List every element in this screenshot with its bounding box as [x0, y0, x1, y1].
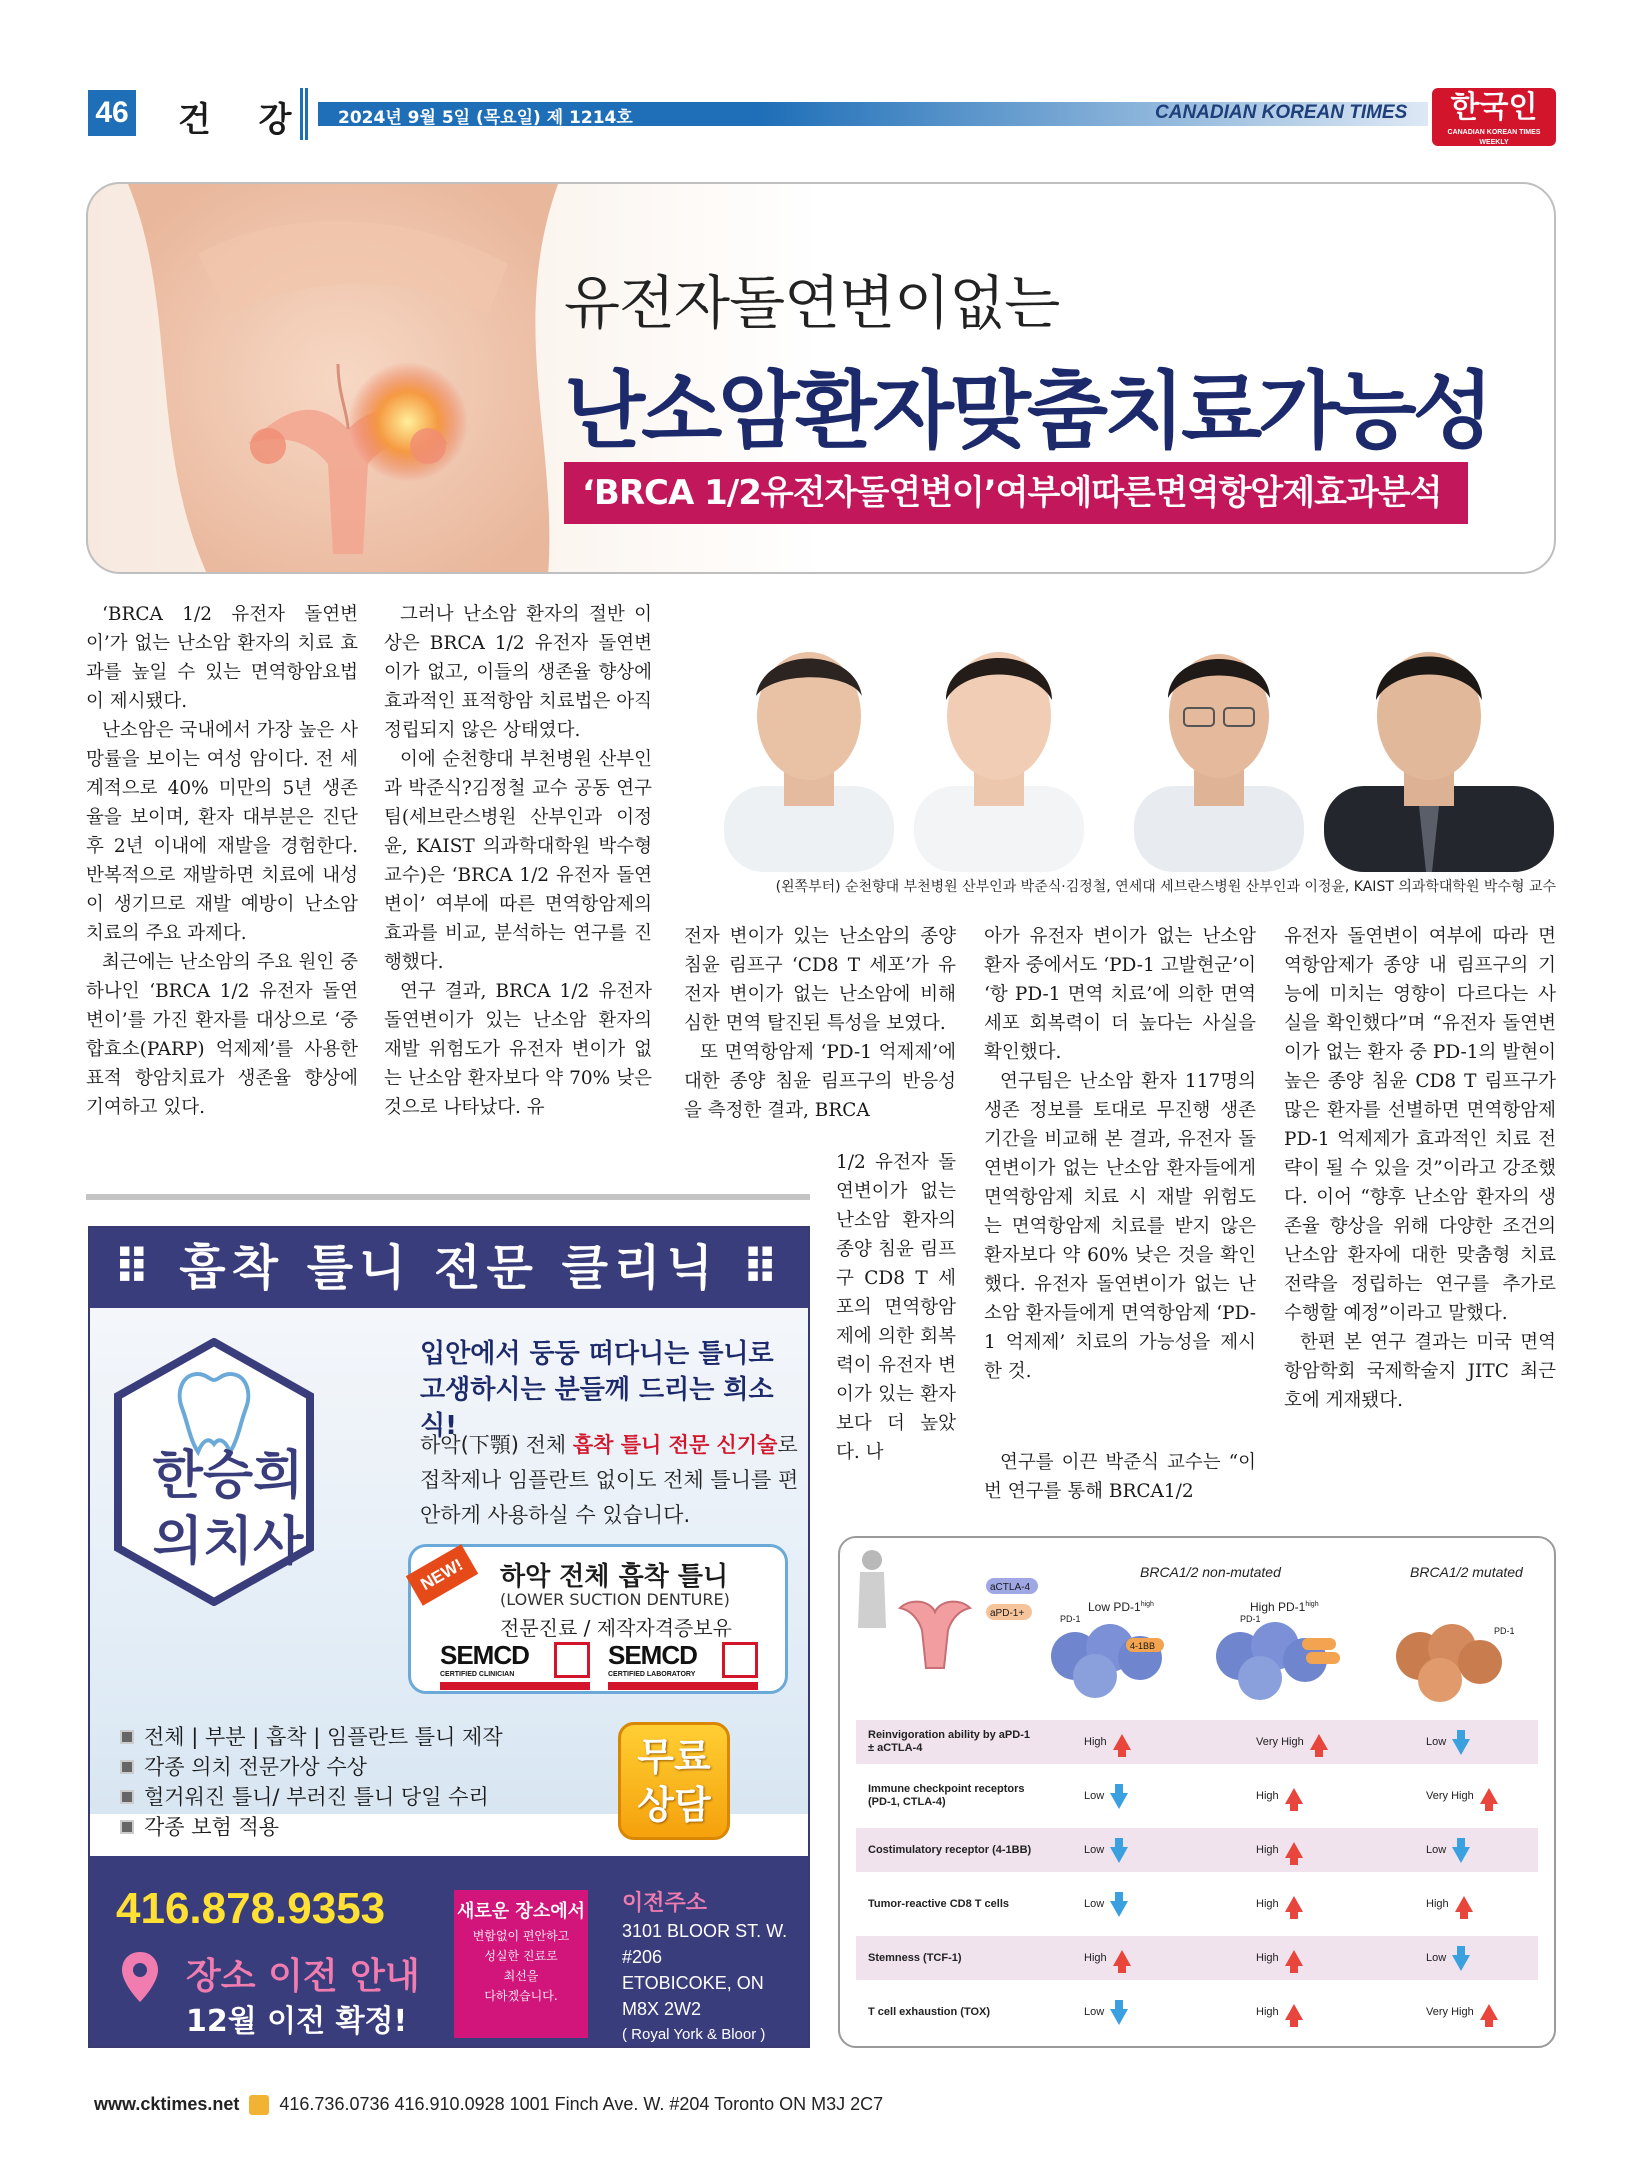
body-icon	[858, 1550, 886, 1628]
row-value	[1426, 1945, 1470, 1971]
bullet-icon	[120, 1820, 134, 1834]
row-label: Stemness (TCF-1)	[868, 1951, 962, 1964]
page-number: 46	[88, 90, 136, 136]
bullet-icon	[120, 1760, 134, 1774]
service-list	[120, 1722, 503, 1842]
arrow-up-icon	[1285, 1950, 1303, 1966]
label-pd1: PD-1	[1494, 1626, 1515, 1636]
value-text: Low	[1084, 1790, 1105, 1802]
arrow-down-icon	[1452, 1955, 1470, 1971]
research-figure	[838, 1536, 1556, 2048]
paper-name-en: CANADIAN KOREAN TIMES	[1155, 102, 1408, 123]
arrow-down-icon	[1452, 1739, 1470, 1755]
row-value	[1084, 1734, 1131, 1750]
cell-cluster-low	[1051, 1624, 1162, 1698]
paragraph: 연구팀은 난소암 환자 117명의 생존 정보를 토대로 무진행 생존 기간을 비교해 본 결과, 유전자 돌연변이가 없는 난소암 환자들에게 면역항암제 치료 시 재발 위험도는 면역항암제 치료를 받지 않은 환자보다 약 60% 낮은 것을 확인했다. 유전자 돌연변이가 없는 난소암 환자들에게 면역항암제 ‘PD-1 억제제’ 치료의 가능성을 제시한 것.	[984, 1071, 1256, 1382]
new-location-box: 새로운 장소에서 변함없이 편안하고 성실한 진료로 최선을 다하겠습니다.	[454, 1890, 588, 2038]
seal-icon	[554, 1642, 590, 1678]
move-notice: 장소 이전 안내	[186, 1956, 420, 1997]
figure-row	[856, 1828, 1538, 1872]
seal-icon	[722, 1642, 758, 1678]
arrow-down-icon	[1110, 1847, 1128, 1863]
paragraph: 난소암은 국내에서 가장 높은 사망률을 보이는 여성 암이다. 전 세계적으로 40% 미만의 5년 생존율을 보이며, 환자 대부분은 진단 후 2년 이내에 재발을 경험한다. 반복적으로 재발하면 치료에 내성이 생기므로 재발 예방이 난소암 치료의 주요 과제다.	[86, 720, 358, 944]
article-column-3	[684, 922, 956, 1125]
badge-bar	[440, 1682, 590, 1690]
headline-subtitle: 유전자돌연변이없는	[564, 269, 1060, 337]
value-text: High	[1256, 1952, 1279, 1964]
value-text: High	[1256, 1790, 1279, 1802]
arrow-up-icon	[1285, 2004, 1303, 2020]
paragraph: 아가 유전자 변이가 없는 난소암 환자 중에서도 ‘PD-1 고발현군’이 ‘항 PD-1 면역 치료’에 의한 면역세포 회복력이 더 높다는 사실을 확인했다.	[984, 926, 1256, 1063]
move-date: 12월 이전 확정!	[186, 2004, 408, 2039]
arrow-up-icon	[1480, 2004, 1498, 2020]
paragraph: 이에 순천향대 부천병원 산부인과 박준식?김정철 교수 공동 연구팀(세브란스병원 산부인과 이정윤, KAIST 의과학대학원 박수형 교수)은 ‘BRCA 1/2 유전자 돌연변이’ 여부에 따른 면역항암제의 효과를 비교, 분석하는 연구를 진행했다.	[384, 749, 652, 973]
article-column-1	[86, 600, 358, 1122]
column-high-pd1: High $PD-1^{high}$	[1250, 1600, 1319, 1614]
value-text: Low	[1084, 1898, 1105, 1910]
column-low-pd1: Low $PD-1^{high}$	[1088, 1600, 1154, 1614]
value-text: High	[1426, 1898, 1449, 1910]
arrow-up-icon	[1285, 1788, 1303, 1804]
ad-headline-1: 입안에서 둥둥 떠다니는 틀니로	[420, 1339, 774, 1369]
row-value	[1426, 1788, 1498, 1804]
article-column-5	[1284, 922, 1556, 1415]
headline-title: 난소암환자맞춤치료가능성	[564, 362, 1490, 460]
row-value	[1084, 1783, 1128, 1809]
header-divider	[300, 88, 308, 140]
paragraph: 또 면역항암제 ‘PD-1 억제제’에 대한 종양 침윤 림프구의 반응성을 측정한 결과, BRCA	[684, 1042, 956, 1121]
value-text: Very High	[1256, 1736, 1304, 1748]
ad-lead-red: 흡착 틀니 전문 신기술	[572, 1433, 778, 1457]
semcd-laboratory-badge	[608, 1640, 758, 1690]
column-mutated: BRCA1/2 mutated	[1410, 1564, 1523, 1580]
arrow-up-icon	[1455, 1896, 1473, 1912]
list-item: 각종 의치 전문가상 수상	[120, 1752, 503, 1782]
value-text: High	[1256, 1898, 1279, 1910]
arrow-up-icon	[1480, 1788, 1498, 1804]
row-label: Reinvigoration ability by aPD-1 ± aCTLA-4	[868, 1729, 1030, 1754]
ad-contact-panel	[90, 1856, 808, 2046]
badge-bar	[608, 1682, 758, 1690]
figure-row	[856, 1774, 1538, 1818]
new-badge: NEW!	[406, 1544, 478, 1605]
bullet-icon	[120, 1790, 134, 1804]
semcd-text: SEMCD	[440, 1640, 529, 1670]
clinic-name: 한승희 의치사	[152, 1446, 304, 1572]
list-item: 전체 | 부분 | 흡착 | 임플란트 틀니 제작	[120, 1722, 503, 1752]
value-text: Low	[1426, 1736, 1447, 1748]
footer-url[interactable]: www.cktimes.net	[94, 2094, 240, 2114]
article-column-2	[384, 600, 652, 1122]
arrow-down-icon	[1110, 2009, 1128, 2025]
value-text: Low	[1426, 1844, 1447, 1856]
value-text: High	[1084, 1736, 1107, 1748]
row-value	[1426, 2004, 1498, 2020]
arrow-up-icon	[1285, 1896, 1303, 1912]
paragraph: ‘BRCA 1/2 유전자 돌연변이’가 없는 난소암 환자의 치료 효과를 높일 수 있는 면역항암요법이 제시됐다.	[86, 604, 358, 712]
row-label: Costimulatory receptor (4-1BB)	[868, 1843, 1032, 1856]
list-item: 각종 보험 적용	[120, 1812, 503, 1842]
figure-row	[856, 1936, 1538, 1980]
photo-caption: (왼쪽부터) 순천향대 부천병원 산부인과 박준식·김정철, 연세대 세브란스병원 산부인과 이정윤, KAIST 의과학대학원 박수형 교수	[775, 879, 1556, 895]
bullet-icon	[120, 1730, 134, 1744]
column-nonmutated: BRCA1/2 non-mutated	[1140, 1564, 1281, 1580]
semcd-sub: CERTIFIED LABORATORY	[608, 1671, 696, 1678]
semcd-sub: CERTIFIED CLINICIAN	[440, 1671, 515, 1678]
address: 3101 BLOOR ST. W. #206 ETOBICOKE, ON M8X 2W2 ( Royal York & Bloor )	[622, 1921, 788, 2043]
section-divider	[86, 1194, 810, 1200]
paragraph: 연구 결과, BRCA 1/2 유전자 돌연변이가 있는 난소암 환자의 재발 위험도가 유전자 변이가 없는 난소암 환자보다 약 70% 낮은 것으로 나타났다. 유	[384, 981, 652, 1118]
ad-lead-2: 로 접착제나 임플란트 없이도 전체 틀니를 편안하게 사용하실 수 있습니다.	[420, 1433, 799, 1527]
headline-band: ‘BRCA 1/2유전자돌연변이’여부에따른면역항암제효과분석	[564, 462, 1468, 524]
row-label: Immune checkpoint receptors (PD-1, CTLA-4)	[868, 1783, 1025, 1808]
hero-banner	[86, 182, 1556, 574]
figure-row	[856, 1720, 1538, 1764]
label-41bb: 4-1BB	[1130, 1641, 1156, 1651]
paragraph: 전자 변이가 있는 난소암의 종양 침윤 림프구 ‘CD8 T 세포’가 유전자 변이가 없는 난소암에 비해 심한 면역 탈진된 특성을 보였다.	[684, 926, 956, 1034]
researcher-photos	[684, 616, 1556, 872]
label-pd1: PD-1	[1240, 1614, 1261, 1624]
denture-clinic-ad	[88, 1226, 810, 2048]
grid-icon: ⠿	[718, 1240, 785, 1296]
value-text: Low	[1426, 1952, 1447, 1964]
row-value	[1084, 1837, 1128, 1863]
paragraph: 그러나 난소암 환자의 절반 이상은 BRCA 1/2 유전자 돌연변이가 없고, 이들의 생존율 향상에 효과적인 표적항암 치료법은 아직 정립되지 않은 상태였다.	[384, 604, 652, 741]
semcd-clinician-badge	[440, 1640, 590, 1690]
ad-headline-2: 고생하시는 분들께 드리는 희소식!	[420, 1375, 774, 1441]
arrow-down-icon	[1110, 1901, 1128, 1917]
logo-text: 한국인	[1450, 90, 1538, 125]
grid-icon: ⠿	[113, 1240, 180, 1296]
figure-row	[856, 1990, 1538, 2034]
uterus-icon	[900, 1602, 970, 1668]
value-text: Very High	[1426, 2006, 1474, 2018]
logo-small: CANADIAN KOREAN TIMES WEEKLY	[1447, 129, 1541, 146]
semcd-text: SEMCD	[608, 1640, 697, 1670]
arrow-up-icon	[1310, 1734, 1328, 1750]
article-column-4-end: 연구를 이끈 박준식 교수는 “이번 연구를 통해 BRCA1/2	[984, 1452, 1256, 1502]
box-title: 하악 전체 흡착 틀니	[500, 1562, 729, 1592]
label-pd1: PD-1	[1060, 1614, 1081, 1624]
row-value	[1256, 1842, 1303, 1858]
issue-date: 2024년 9월 5일 (목요일) 제 1214호	[338, 108, 633, 128]
row-value	[1426, 1837, 1470, 1863]
label-apd1: aPD-1+	[990, 1608, 1025, 1619]
row-value	[1084, 1950, 1131, 1966]
label-actla4: aCTLA-4	[990, 1582, 1031, 1593]
abdomen-illustration	[88, 184, 608, 574]
arrow-up-icon	[1285, 1842, 1303, 1858]
box-english: (LOWER SUCTION DENTURE)	[500, 1590, 730, 1609]
value-text: Low	[1084, 1844, 1105, 1856]
ad-top-title	[90, 1228, 808, 1308]
row-label: Tumor-reactive CD8 T cells	[868, 1897, 1010, 1910]
article-column-4	[984, 922, 1256, 1386]
location-pin-icon	[120, 1950, 160, 2004]
value-text: Low	[1084, 2006, 1105, 2018]
box-spec: 전문진료 / 제작자격증보유	[500, 1616, 732, 1640]
row-value	[1084, 1891, 1128, 1917]
figure-row	[856, 1882, 1538, 1926]
arrow-down-icon	[1452, 1847, 1470, 1863]
row-value	[1256, 2004, 1303, 2020]
row-label: T cell exhaustion (TOX)	[868, 2005, 991, 2018]
ad-title-text: 흡착 틀니 전문 클리닉	[179, 1240, 719, 1296]
address-heading: 이전주소	[622, 1891, 708, 1916]
footer-contact: 416.736.0736 416.910.0928 1001 Finch Ave. W. #204 Toronto ON M3J 2C7	[279, 2094, 884, 2114]
value-text: High	[1084, 1952, 1107, 1964]
row-value	[1426, 1896, 1473, 1912]
paragraph: 한편 본 연구 결과는 미국 면역항암학회 국제학술지 JITC 최근 호에 게재됐다.	[1284, 1332, 1556, 1411]
free-consult-badge: 무료 상담	[618, 1722, 730, 1840]
row-value	[1256, 1896, 1303, 1912]
row-value	[1426, 1729, 1470, 1755]
row-value	[1256, 1788, 1303, 1804]
cell-cluster-mutated	[1396, 1624, 1502, 1702]
row-value	[1084, 1999, 1128, 2025]
paper-logo	[1432, 88, 1556, 146]
ad-lead	[420, 1428, 808, 1533]
phone-icon	[249, 2095, 269, 2115]
article-column-3-narrow: 1/2 유전자 돌연변이가 없는 난소암 환자의 종양 침윤 림프구 CD8 T 세포의 면역항암제에 의한 회복력이 유전자 변이가 있는 환자보다 더 높았다. 나	[836, 1152, 956, 1463]
value-text: Very High	[1426, 1790, 1474, 1802]
ad-phone: 416.878.9353	[116, 1884, 386, 1933]
row-value	[1256, 1734, 1328, 1750]
arrow-down-icon	[1110, 1793, 1128, 1809]
arrow-up-icon	[1113, 1734, 1131, 1750]
value-text: High	[1256, 2006, 1279, 2018]
ad-lead-1: 하악(下顎) 전체	[420, 1433, 573, 1457]
row-value	[1256, 1950, 1303, 1966]
paragraph: 최근에는 난소암의 주요 원인 중 하나인 ‘BRCA 1/2 유전자 돌연변이’를 가진 환자를 대상으로 ‘중합효소(PARP) 억제제’를 사용한 표적 항암치료가 생존율 향상에 기여하고 있다.	[86, 952, 358, 1118]
paragraph: 유전자 돌연변이 여부에 따라 면역항암제가 종양 내 림프구의 기능에 미치는 영향이 다르다는 사실을 확인했다”며 “유전자 돌연변이가 없는 환자 중 PD-1의 발현이 높은 종양 침윤 CD8 T 림프구가 많은 환자를 선별하면 면역항암제 PD-1 억제제가 효과적인 치료 전략이 될 수 있을 것”이라고 강조했다. 이어 “향후 난소암 환자의 생존율 향상을 위해 다양한 조건의 난소암 환자에 대한 맞춤형 치료 전략을 정립하는 연구를 추가로 수행할 예정”이라고 말했다.	[1284, 926, 1556, 1324]
page-footer	[94, 2094, 883, 2115]
arrow-up-icon	[1113, 1950, 1131, 1966]
value-text: High	[1256, 1844, 1279, 1856]
list-item: 헐거워진 틀니/ 부러진 틀니 당일 수리	[120, 1782, 503, 1812]
section-title: 건 강	[178, 100, 310, 140]
